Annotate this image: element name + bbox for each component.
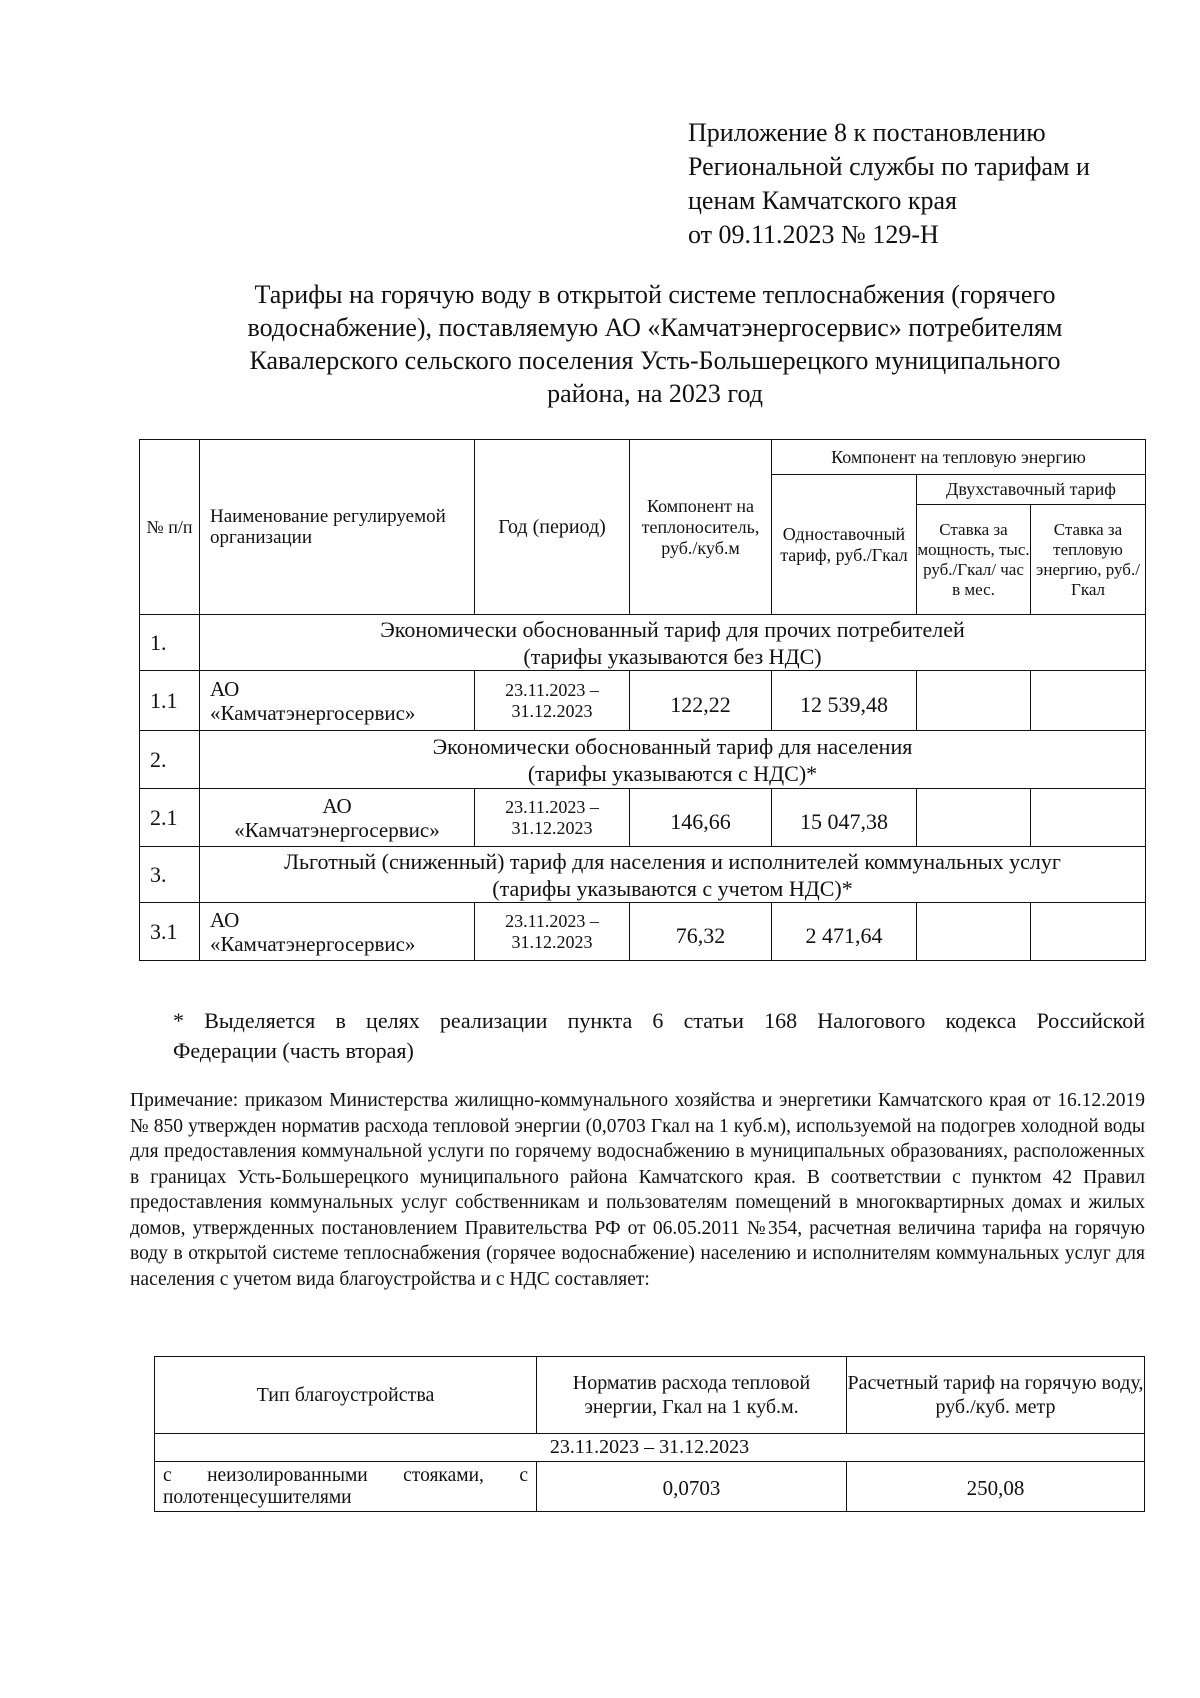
row-num: 2.1 <box>140 789 200 847</box>
tariff-table <box>139 439 1146 961</box>
footnote-line: * Выделяется в целях реализации пункта 6 статьи 168 Налогового кодекса Российской <box>173 1008 1145 1033</box>
vat-footnote <box>173 1006 1145 1066</box>
section-title-line: (тарифы указываются без НДС) <box>523 643 822 669</box>
appendix-header <box>688 116 1158 252</box>
section-title-line: Экономически обоснованный тариф для прочих потребителей <box>380 616 965 642</box>
row-period <box>475 789 630 847</box>
period-line: 23.11.2023 – <box>505 679 599 700</box>
period-line: 23.11.2023 – <box>505 910 599 931</box>
footnote-line: Федерации (часть вторая) <box>173 1038 414 1063</box>
single-rate-value: 15 047,38 <box>772 789 917 847</box>
section-title <box>200 731 1146 789</box>
energy-value <box>1031 671 1146 731</box>
title-line: района, на 2023 год <box>547 379 763 408</box>
header-energy-rate: Ставка за тепловую энергию, руб./Гкал <box>1031 505 1146 615</box>
header-line: от 09.11.2023 № 129-Н <box>688 220 939 249</box>
note-paragraph: Примечание: приказом Министерства жилищно-коммунального хозяйства и энергетики Камчатского края от 16.12.2019 № 850 утвержден норматив расхода тепловой энергии (0,0703 Гкал на 1 куб.м), используемой на подогрев холодной воды для предоставления коммунальной услуги по горячему водоснабжению в муниципальных образованиях, расположенных в границах Усть-Большерецкого муниципального района Камчатского края. В соответствии с пунктом 42 Правил предоставления коммунальных услуг собственникам и пользователям помещений в многоквартирных домах и жилых домов, утвержденных постановлением Правительства РФ от 06.05.2011 №354, расчетная величина тарифа на горячую воду в открытой системе теплоснабжения (горячее водоснабжение) населению и исполнителям коммунальных услуг для населения с учетом вида благоустройства и с НДС составляет: <box>130 1090 1145 1290</box>
header-line: ценам Камчатского края <box>688 186 957 215</box>
org-name-line: «Камчатэнергосервис» <box>234 817 440 842</box>
org-name-line: АО <box>322 793 352 818</box>
section-num: 3. <box>140 847 200 903</box>
period-line: 31.12.2023 <box>511 700 593 721</box>
section-num: 2. <box>140 731 200 789</box>
header-consumption-norm: Норматив расхода тепловой энергии, Гкал на 1 куб.м. <box>537 1357 847 1434</box>
title-line: Тарифы на горячую воду в открытой системе теплоснабжения (горячего <box>254 280 1056 309</box>
period-row: 23.11.2023 – 31.12.2023 <box>155 1434 1145 1462</box>
header-num: № п/п <box>140 440 200 615</box>
carrier-value: 122,22 <box>630 671 772 731</box>
header-line: Приложение 8 к постановлению <box>688 118 1046 147</box>
improvement-type: с неизолированными стояками, с полотенцесушителями <box>155 1462 537 1512</box>
single-rate-value: 12 539,48 <box>772 671 917 731</box>
org-name <box>200 671 475 731</box>
header-carrier: Компонент на теплоноситель, руб./куб.м <box>630 440 772 615</box>
carrier-value: 146,66 <box>630 789 772 847</box>
org-name <box>200 789 475 847</box>
header-capacity-rate: Ставка за мощность, тыс. руб./Гкал/ час в мес. <box>917 505 1031 615</box>
header-heat-component: Компонент на тепловую энергию <box>772 440 1146 475</box>
header-single-rate: Одноставочный тариф, руб./Гкал <box>772 475 917 615</box>
consumption-norm-value: 0,0703 <box>537 1462 847 1512</box>
capacity-value <box>917 903 1031 961</box>
section-title-line: (тарифы указываются с учетом НДС)* <box>492 875 853 901</box>
capacity-value <box>917 671 1031 731</box>
header-calculated-tariff: Расчетный тариф на горячую воду, руб./куб. метр <box>847 1357 1145 1434</box>
energy-value <box>1031 789 1146 847</box>
section-title <box>200 847 1146 903</box>
table-row <box>140 789 1146 847</box>
table-row <box>155 1462 1145 1512</box>
org-name-line: АО <box>210 907 240 932</box>
period-line: 31.12.2023 <box>511 931 593 952</box>
row-period <box>475 903 630 961</box>
carrier-value: 76,32 <box>630 903 772 961</box>
org-name <box>200 903 475 961</box>
document-title <box>190 278 1120 410</box>
section-row <box>140 847 1146 903</box>
header-period: Год (период) <box>475 440 630 615</box>
org-name-line: «Камчатэнергосервис» <box>210 931 416 956</box>
section-num: 1. <box>140 615 200 671</box>
single-rate-value: 2 471,64 <box>772 903 917 961</box>
section-title <box>200 615 1146 671</box>
row-period <box>475 671 630 731</box>
title-line: Кавалерского сельского поселения Усть-Большерецкого муниципального <box>249 346 1061 375</box>
header-line: Региональной службы по тарифам и <box>688 152 1090 181</box>
section-title-line: Льготный (сниженный) тариф для населения и исполнителей коммунальных услуг <box>284 848 1061 874</box>
header-improvement-type: Тип благоустройства <box>155 1357 537 1434</box>
section-row <box>140 731 1146 789</box>
period-line: 23.11.2023 – <box>505 796 599 817</box>
header-org-name: Наименование регулируемой организации <box>200 440 475 615</box>
calculated-tariff-value: 250,08 <box>847 1462 1145 1512</box>
title-line: водоснабжение), поставляемую АО «Камчатэнергосервис» потребителям <box>247 313 1063 342</box>
header-two-rate: Двухставочный тариф <box>917 475 1146 505</box>
org-name-line: АО <box>210 676 240 701</box>
energy-value <box>1031 903 1146 961</box>
section-row <box>140 615 1146 671</box>
section-title-line: Экономически обоснованный тариф для населения <box>432 733 913 759</box>
row-num: 1.1 <box>140 671 200 731</box>
row-num: 3.1 <box>140 903 200 961</box>
org-name-line: «Камчатэнергосервис» <box>210 700 416 725</box>
table-row <box>140 671 1146 731</box>
capacity-value <box>917 789 1031 847</box>
section-title-line: (тарифы указываются с НДС)* <box>527 760 818 786</box>
calculated-tariff-table <box>154 1356 1145 1512</box>
table-row <box>140 903 1146 961</box>
period-line: 31.12.2023 <box>511 817 593 838</box>
